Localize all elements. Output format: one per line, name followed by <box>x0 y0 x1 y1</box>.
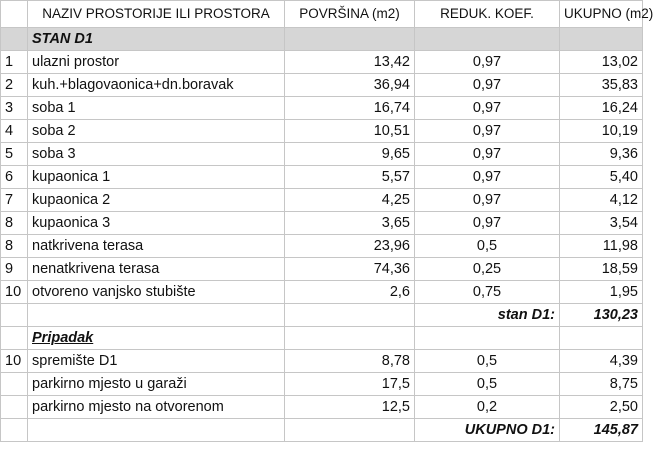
table-row <box>1 97 643 120</box>
header-area: POVRŠINA (m2) <box>285 1 415 28</box>
coef-value: 0,5 <box>415 235 560 258</box>
subtotal-row <box>1 304 643 327</box>
table-row <box>1 350 643 373</box>
area-value: 36,94 <box>285 74 415 97</box>
area-value: 17,5 <box>285 373 415 396</box>
row-index <box>1 373 28 396</box>
empty-cell <box>415 28 560 51</box>
total-value: 1,95 <box>560 281 643 304</box>
row-index: 4 <box>1 120 28 143</box>
room-name: kupaonica 3 <box>28 212 285 235</box>
coef-value: 0,97 <box>415 120 560 143</box>
header-total: UKUPNO (m2) <box>560 1 643 28</box>
room-name: kupaonica 1 <box>28 166 285 189</box>
total-row <box>1 419 643 442</box>
area-value: 4,25 <box>285 189 415 212</box>
table-row <box>1 212 643 235</box>
header-name: NAZIV PROSTORIJE ILI PROSTORA <box>28 1 285 28</box>
area-value: 2,6 <box>285 281 415 304</box>
area-value: 8,78 <box>285 350 415 373</box>
total-value: 4,12 <box>560 189 643 212</box>
room-name: otvoreno vanjsko stubište <box>28 281 285 304</box>
coef-value: 0,25 <box>415 258 560 281</box>
subtotal-label: stan D1: <box>415 304 560 327</box>
room-name: soba 2 <box>28 120 285 143</box>
area-value: 16,74 <box>285 97 415 120</box>
total-value: 145,87 <box>560 419 643 442</box>
table-row <box>1 74 643 97</box>
area-value: 74,36 <box>285 258 415 281</box>
header-index-cell <box>1 1 28 28</box>
room-name: parkirno mjesto na otvorenom <box>28 396 285 419</box>
table-row <box>1 373 643 396</box>
section-row-appurtenance <box>1 327 643 350</box>
empty-cell <box>560 28 643 51</box>
empty-cell <box>285 327 415 350</box>
header-row <box>1 1 643 28</box>
empty-cell <box>285 419 415 442</box>
empty-cell <box>415 327 560 350</box>
total-value: 8,75 <box>560 373 643 396</box>
row-index: 8 <box>1 212 28 235</box>
total-value: 13,02 <box>560 51 643 74</box>
table-row <box>1 189 643 212</box>
row-index: 3 <box>1 97 28 120</box>
empty-cell <box>1 327 28 350</box>
area-value: 9,65 <box>285 143 415 166</box>
total-value: 16,24 <box>560 97 643 120</box>
room-name: nenatkrivena terasa <box>28 258 285 281</box>
room-name: natkrivena terasa <box>28 235 285 258</box>
row-index: 2 <box>1 74 28 97</box>
coef-value: 0,97 <box>415 166 560 189</box>
table-row <box>1 235 643 258</box>
total-value: 10,19 <box>560 120 643 143</box>
coef-value: 0,97 <box>415 143 560 166</box>
row-index: 10 <box>1 281 28 304</box>
apartment-rows <box>1 51 643 304</box>
table-row <box>1 166 643 189</box>
empty-cell <box>1 304 28 327</box>
row-index: 9 <box>1 258 28 281</box>
section-title-apartment: STAN D1 <box>28 28 285 51</box>
table-row <box>1 396 643 419</box>
coef-value: 0,5 <box>415 350 560 373</box>
row-index: 5 <box>1 143 28 166</box>
subtotal-value: 130,23 <box>560 304 643 327</box>
coef-value: 0,97 <box>415 189 560 212</box>
empty-cell <box>285 304 415 327</box>
row-index: 10 <box>1 350 28 373</box>
coef-value: 0,75 <box>415 281 560 304</box>
total-value: 3,54 <box>560 212 643 235</box>
empty-cell <box>28 304 285 327</box>
row-index <box>1 396 28 419</box>
room-name: soba 1 <box>28 97 285 120</box>
area-value: 5,57 <box>285 166 415 189</box>
room-name: soba 3 <box>28 143 285 166</box>
empty-cell <box>1 419 28 442</box>
row-index: 6 <box>1 166 28 189</box>
area-value: 10,51 <box>285 120 415 143</box>
coef-value: 0,97 <box>415 74 560 97</box>
total-value: 35,83 <box>560 74 643 97</box>
row-index: 1 <box>1 51 28 74</box>
section-row-apartment <box>1 28 643 51</box>
total-value: 5,40 <box>560 166 643 189</box>
header-coef: REDUK. KOEF. <box>415 1 560 28</box>
total-label: UKUPNO D1: <box>415 419 560 442</box>
total-value: 11,98 <box>560 235 643 258</box>
table-row <box>1 143 643 166</box>
coef-value: 0,97 <box>415 97 560 120</box>
total-value: 4,39 <box>560 350 643 373</box>
room-name: spremište D1 <box>28 350 285 373</box>
coef-value: 0,97 <box>415 212 560 235</box>
table-row <box>1 120 643 143</box>
row-index: 7 <box>1 189 28 212</box>
area-value: 3,65 <box>285 212 415 235</box>
table-row <box>1 51 643 74</box>
empty-cell <box>28 419 285 442</box>
area-value: 23,96 <box>285 235 415 258</box>
table-row <box>1 281 643 304</box>
area-value: 13,42 <box>285 51 415 74</box>
empty-cell <box>560 327 643 350</box>
section-title-appurtenance: Pripadak <box>28 327 285 350</box>
total-value: 18,59 <box>560 258 643 281</box>
room-name: ulazni prostor <box>28 51 285 74</box>
total-value: 2,50 <box>560 396 643 419</box>
empty-cell <box>285 28 415 51</box>
coef-value: 0,2 <box>415 396 560 419</box>
total-value: 9,36 <box>560 143 643 166</box>
table-row <box>1 258 643 281</box>
section-index-cell <box>1 28 28 51</box>
coef-value: 0,5 <box>415 373 560 396</box>
row-index: 8 <box>1 235 28 258</box>
room-name: kuh.+blagovaonica+dn.boravak <box>28 74 285 97</box>
room-name: parkirno mjesto u garaži <box>28 373 285 396</box>
room-name: kupaonica 2 <box>28 189 285 212</box>
coef-value: 0,97 <box>415 51 560 74</box>
appurtenance-rows <box>1 350 643 419</box>
area-value: 12,5 <box>285 396 415 419</box>
